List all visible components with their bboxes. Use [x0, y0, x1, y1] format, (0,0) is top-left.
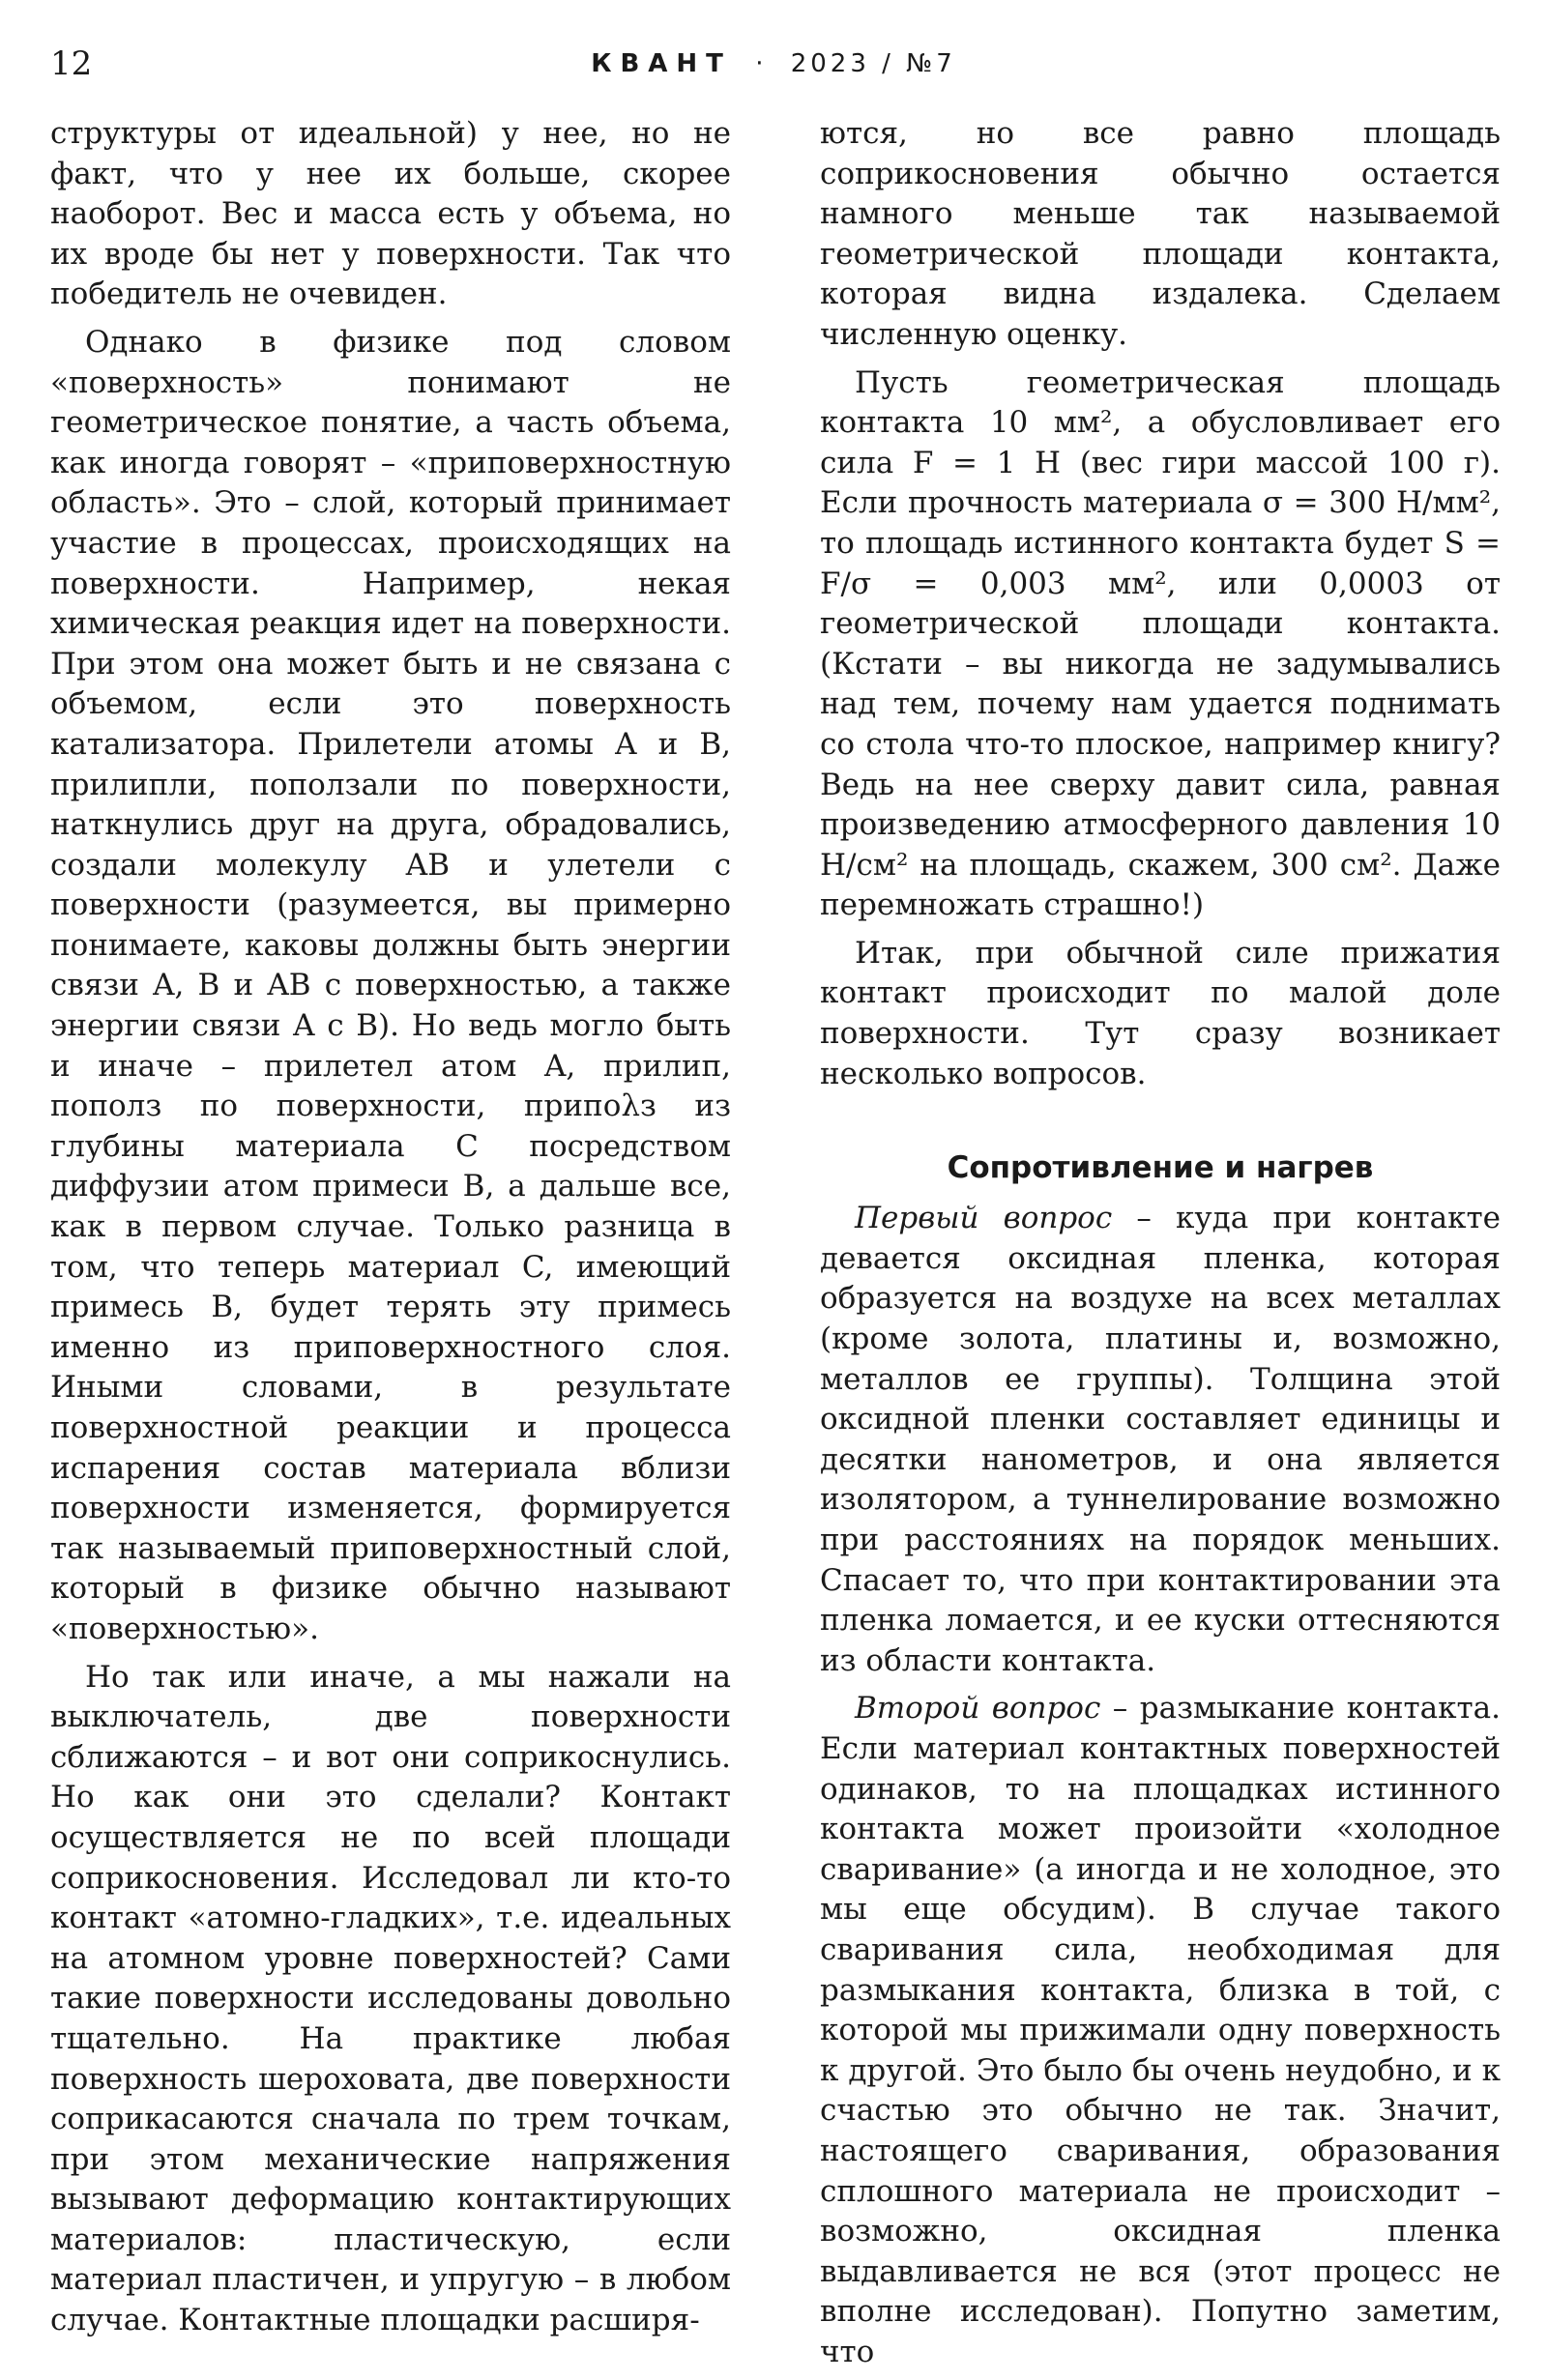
journal-title: КВАНТ: [591, 49, 732, 78]
left-paragraph-3: Но так или иначе, а мы нажали на выключатель, две поверхности сближаются – и вот они соприкоснулись. Но как они это сделали? Контакт осуществляется не по всей площади соприкосновения. Исследовал ли кто-то контакт «атомно-гладких», т.е. идеальных на атомном уровне поверхностей? Сами такие поверхности исследованы довольно тщательно. На практике любая поверхность шероховата, две поверхности соприкасаются сначала по трем точкам, при этом механические напряжения вызывают деформацию контактирующих материалов: пластическую, если материал пластичен, и упругую – в любом случае. Контактные площадки расширя-: [50, 1659, 731, 2338]
issue-number: 2023 / №7: [790, 49, 956, 78]
left-paragraph-1: структуры от идеальной) у нее, но не факт, что у нее их больше, скорее наоборот. Вес и масса есть у объема, но их вроде бы нет у поверхности. Так что победитель не очевиден.: [50, 116, 731, 312]
right-paragraph-2: Пусть геометрическая площадь контакта 10 мм², а обусловливает его сила F = 1 Н (вес гири массой 100 г). Если прочность материала σ = 300 Н/мм², то площадь истинного контакта будет S = F/σ = 0,003 мм², или 0,0003 от геометрической площади контакта. (Кстати – вы никогда не задумывались над тем, почему нам удается поднимать со стола что-то плоское, например книгу? Ведь на нее сверху давит сила, равная произведению атмосферного давления 10 Н/см² на площадь, скажем, 300 см². Даже перемножать страшно!): [820, 364, 1501, 923]
section-heading: Сопротивление и нагрев: [947, 1150, 1374, 1186]
header-separator: ·: [755, 49, 768, 78]
first-question-text: – куда при контакте девается оксидная пленка, которая образуется на воздухе на всех металлах (кроме золота, платины и, возможно, металлов ее группы). Толщина этой оксидной пленки составляет единицы и десятки нанометров, и она является изолятором, а туннелирование возможно при расстояниях на порядок меньших. Спасает то, что при контактировании эта пленка ломается, и ее куски оттесняются из области контакта.: [820, 1201, 1501, 1678]
running-head: [50, 44, 1497, 83]
page-header: [50, 43, 1497, 91]
right-paragraph-4: [820, 1199, 1501, 1681]
right-paragraph-1: ются, но все равно площадь соприкосновения обычно остается намного меньше так называемой геометрической площади контакта, которая видна издалека. Сделаем численную оценку.: [820, 116, 1501, 352]
first-question-label: Первый вопрос: [855, 1201, 1113, 1236]
right-column: [820, 114, 1501, 2380]
second-question-label: Второй вопрос: [855, 1691, 1101, 1727]
right-paragraph-3: Итак, при обычной силе прижатия контакт происходит по малой доле поверхности. Тут сразу возникает несколько вопросов.: [820, 935, 1501, 1091]
left-column: [50, 114, 731, 2349]
right-paragraph-5: [820, 1689, 1501, 2372]
left-paragraph-2: Однако в физике под словом «поверхность» понимают не геометрическое понятие, а часть объема, как иногда говорят – «приповерхностную область». Это – слой, который принимает участие в процессах, происходящих на поверхности. Например, некая химическая реакция идет на поверхности. При этом она может быть и не связана с объемом, если это поверхность катализатора. Прилетели атомы A и B, прилипли, поползали по поверхности, наткнулись друг на друга, обрадовались, создали молекулу AB и улетели с поверхности (разумеется, вы примерно понимаете, каковы должны быть энергии связи A, B и AB с поверхностью, а также энергии связи A с B). Но ведь могло быть и иначе – прилетел атом A, прилип, пополз по поверхности, припολз из глубины материала C посредством диффузии атом примеси B, а дальше все, как в первом случае. Только разница в том, что теперь материал C, имеющий примесь B, будет терять эту примесь именно из приповерхностного слоя. Иными словами, в результате поверхностной реакции и процесса испарения состав материала вблизи поверхности изменяется, формируется так называемый приповерхностный слой, который в физике обычно называют «поверхностью».: [50, 324, 731, 1646]
second-question-text: – размыкание контакта. Если материал контактных поверхностей одинаков, то на площадках истинного контакта может произойти «холодное сваривание» (а иногда и не холодное, это мы еще обсудим). В случае такого сваривания сила, необходимая для размыкания контакта, близка в той, с которой мы прижимали одну поверхность к другой. Это было бы очень неудобно, и к счастью это обычно не так. Значит, настоящего сваривания, образования сплошного материала не происходит – возможно, оксидная пленка выдавливается не вся (этот процесс не вполне исследован). Попутно заметим, что: [820, 1691, 1501, 2369]
page-number: 12: [50, 44, 93, 83]
